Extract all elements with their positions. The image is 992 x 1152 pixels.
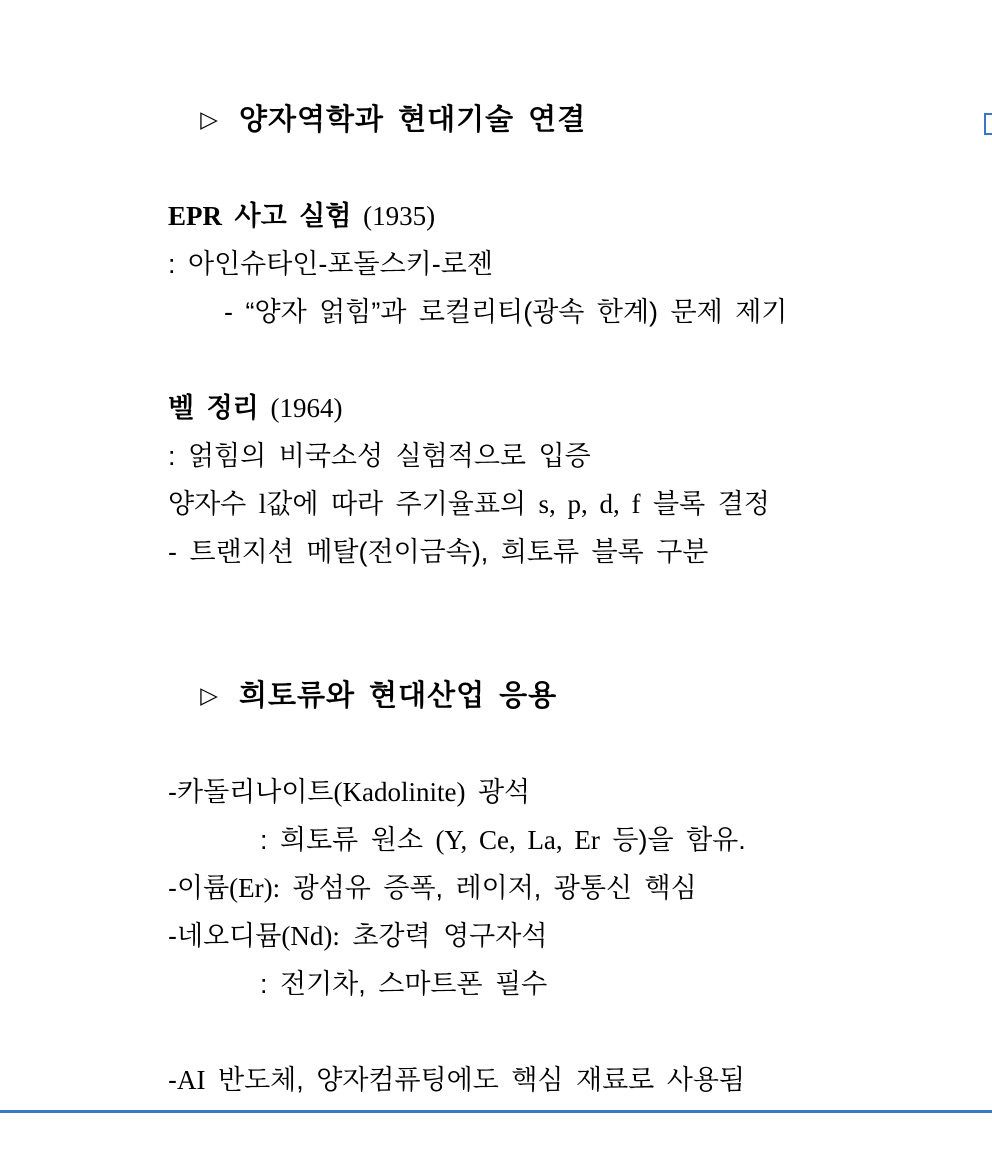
document-page — [118, 48, 972, 1095]
rare-earth-elements-symbols: (Y, Ce, La, Er — [435, 825, 600, 855]
margin-revision-marker — [984, 113, 992, 135]
section2-title: 희토류와 현대산업 응용 — [238, 680, 558, 712]
erbium-uses: 광섬유 증폭, 레이저, 광통신 핵심 — [280, 873, 697, 903]
bell-label: 벨 정리 — [168, 393, 259, 423]
rare-earth-elements-a: : 희토류 원소 — [260, 825, 436, 855]
quantum-text-e: 블록 결정 — [640, 489, 770, 519]
page-bottom-rule — [0, 1110, 992, 1113]
ai-dash: - — [168, 1065, 178, 1095]
epr-sub-text: - “양자 얽힘”과 로컬리티(광속 한계) 문제 제기 — [224, 297, 788, 327]
quantum-l-symbol: l — [258, 489, 267, 519]
kadolinite-tail: 광석 — [465, 777, 531, 807]
erbium-symbol: (Er): — [229, 873, 281, 903]
epr-year: (1935) — [351, 201, 436, 231]
section-heading-quantum-tech — [118, 48, 972, 136]
kadolinite-line — [118, 720, 972, 807]
orbital-blocks: s, p, d, f — [538, 489, 641, 519]
ai-acronym: AI — [177, 1065, 206, 1095]
section-heading-rare-earth — [118, 624, 972, 712]
bell-description: : 얽힘의 비국소성 실험적으로 입증 — [168, 441, 591, 471]
triangle-bullet-icon: ▷ — [200, 682, 219, 708]
quantum-text-a: 양자수 — [168, 489, 259, 519]
epr-acronym: EPR — [168, 201, 223, 231]
bell-title-line — [118, 336, 972, 423]
neodymium-symbol: (Nd): — [281, 921, 340, 951]
epr-label: 사고 실험 — [222, 201, 352, 231]
epr-title-line — [118, 144, 972, 231]
rare-earth-elements-c: 등)을 함유. — [599, 825, 746, 855]
neodymium-uses: 초강력 영구자석 — [339, 921, 548, 951]
spacer — [118, 576, 972, 624]
erbium-kr: -이륨 — [168, 873, 230, 903]
neodymium-sub-text: : 전기차, 스마트폰 필수 — [260, 969, 548, 999]
quantum-text-c: 값에 따라 주기율표의 — [266, 489, 539, 519]
transition-metal-text: - 트랜지션 메탈(전이금속), 희토류 블록 구분 — [168, 537, 709, 567]
bell-year: (1964) — [258, 393, 343, 423]
kadolinite-latin: (Kadolinite) — [333, 777, 466, 807]
epr-description: : 아인슈타인-포돌스키-로젠 — [168, 249, 493, 279]
neodymium-kr: -네오디뮴 — [168, 921, 282, 951]
ai-semiconductor-line — [118, 1008, 972, 1095]
triangle-bullet-icon: ▷ — [200, 106, 219, 132]
kadolinite-kr: -카돌리나이트 — [168, 777, 334, 807]
section1-title: 양자역학과 현대기술 연결 — [238, 104, 587, 136]
ai-text: 반도체, 양자컴퓨팅에도 핵심 재료로 사용됨 — [205, 1065, 745, 1095]
